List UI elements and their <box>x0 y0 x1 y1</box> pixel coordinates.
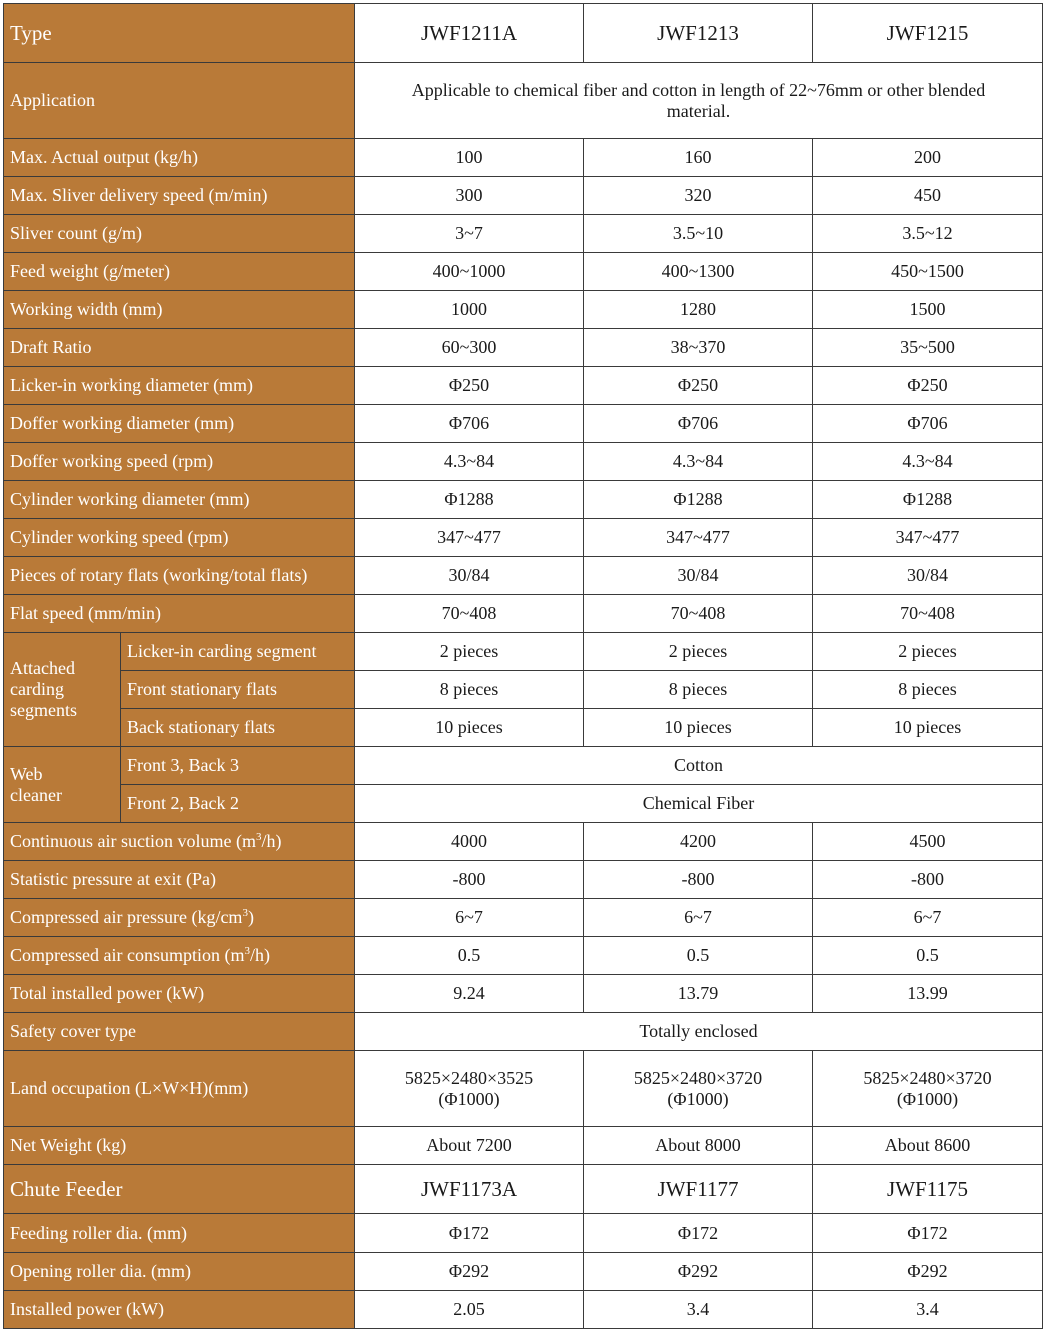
row-label: Doffer working speed (rpm) <box>4 443 355 481</box>
table-row <box>4 899 1043 937</box>
table-row <box>4 671 1043 709</box>
row-value: About 8000 <box>584 1127 813 1165</box>
row-value: Φ172 <box>584 1214 813 1253</box>
row-label: Statistic pressure at exit (Pa) <box>4 861 355 899</box>
row-label: Max. Actual output (kg/h) <box>4 139 355 177</box>
attached-group-label <box>4 633 121 747</box>
row-value: 30/84 <box>584 557 813 595</box>
row-value: 2.05 <box>355 1291 584 1329</box>
row-value: 3.4 <box>813 1291 1043 1329</box>
row-label: Net Weight (kg) <box>4 1127 355 1165</box>
row-label: Installed power (kW) <box>4 1291 355 1329</box>
model-header: JWF1211A <box>355 4 584 63</box>
row-value: Φ292 <box>584 1253 813 1291</box>
row-value: 0.5 <box>355 937 584 975</box>
table-row <box>4 937 1043 975</box>
row-label: Max. Sliver delivery speed (m/min) <box>4 177 355 215</box>
table-row <box>4 557 1043 595</box>
table-row <box>4 595 1043 633</box>
model-header: JWF1215 <box>813 4 1043 63</box>
row-value: 3.5~12 <box>813 215 1043 253</box>
row-label: Front 2, Back 2 <box>121 785 355 823</box>
chute-header-row <box>4 1165 1043 1214</box>
header-row <box>4 4 1043 63</box>
table-row <box>4 329 1043 367</box>
table-row <box>4 177 1043 215</box>
row-label: Licker-in working diameter (mm) <box>4 367 355 405</box>
row-value: 6~7 <box>355 899 584 937</box>
row-value: 160 <box>584 139 813 177</box>
table-row <box>4 1051 1043 1127</box>
row-value: 1000 <box>355 291 584 329</box>
row-value: Φ1288 <box>584 481 813 519</box>
row-value: 5825×2480×3525 (Φ1000) <box>355 1051 584 1127</box>
row-value: 30/84 <box>813 557 1043 595</box>
row-label: Sliver count (g/m) <box>4 215 355 253</box>
row-value: 13.79 <box>584 975 813 1013</box>
row-value: Φ706 <box>584 405 813 443</box>
table-row <box>4 1291 1043 1329</box>
row-value: Φ250 <box>813 367 1043 405</box>
row-value: -800 <box>355 861 584 899</box>
row-label: Compressed air consumption $(m^3/h)$ <box>4 937 355 975</box>
row-value: 2 pieces <box>355 633 584 671</box>
row-value: Φ292 <box>813 1253 1043 1291</box>
chute-feeder-header: Chute Feeder <box>4 1165 355 1214</box>
table-row <box>4 1253 1043 1291</box>
row-label: Front 3, Back 3 <box>121 747 355 785</box>
table-row <box>4 253 1043 291</box>
row-value: 3.4 <box>584 1291 813 1329</box>
row-value: 4.3~84 <box>584 443 813 481</box>
group-label-line: cleaner <box>10 784 62 805</box>
row-value: 10 pieces <box>355 709 584 747</box>
row-value: Φ292 <box>355 1253 584 1291</box>
table-row <box>4 747 1043 785</box>
table-row <box>4 975 1043 1013</box>
row-label: Total installed power (kW) <box>4 975 355 1013</box>
row-value: 70~408 <box>584 595 813 633</box>
row-value: 6~7 <box>813 899 1043 937</box>
table-row <box>4 139 1043 177</box>
row-value: Φ250 <box>584 367 813 405</box>
row-value: Φ172 <box>813 1214 1043 1253</box>
table-row <box>4 405 1043 443</box>
row-value: 6~7 <box>584 899 813 937</box>
row-label: Doffer working diameter (mm) <box>4 405 355 443</box>
row-value: 200 <box>813 139 1043 177</box>
row-value: 450~1500 <box>813 253 1043 291</box>
row-label: Land occupation (L×W×H)(mm) <box>4 1051 355 1127</box>
table-row <box>4 443 1043 481</box>
row-value: 5825×2480×3720 (Φ1000) <box>584 1051 813 1127</box>
row-value: About 8600 <box>813 1127 1043 1165</box>
model-header: JWF1213 <box>584 4 813 63</box>
model-header: JWF1173A <box>355 1165 584 1214</box>
group-label-line: Web <box>10 763 43 784</box>
row-value: 1280 <box>584 291 813 329</box>
table-row <box>4 291 1043 329</box>
row-value: 1500 <box>813 291 1043 329</box>
table-row <box>4 785 1043 823</box>
table-row <box>4 861 1043 899</box>
model-header: JWF1177 <box>584 1165 813 1214</box>
row-label: Cylinder working diameter (mm) <box>4 481 355 519</box>
application-row <box>4 63 1043 139</box>
row-value: 70~408 <box>355 595 584 633</box>
spec-table <box>3 3 1043 1329</box>
row-label: Cylinder working speed (rpm) <box>4 519 355 557</box>
model-header: JWF1175 <box>813 1165 1043 1214</box>
row-label: Pieces of rotary flats (working/total flats) <box>4 557 355 595</box>
application-line: Applicable to chemical fiber and cotton in length of 22~76mm or other blended <box>411 79 986 100</box>
row-value: Chemical Fiber <box>355 785 1043 823</box>
row-value: 10 pieces <box>584 709 813 747</box>
row-label: Continuous air suction volume $(m^3/h)$ <box>4 823 355 861</box>
row-value: 4.3~84 <box>813 443 1043 481</box>
group-label-line: carding <box>10 679 64 700</box>
row-value: 347~477 <box>584 519 813 557</box>
row-label: Flat speed (mm/min) <box>4 595 355 633</box>
row-value: Φ706 <box>355 405 584 443</box>
table-row <box>4 1013 1043 1051</box>
group-label-line: segments <box>10 699 77 720</box>
row-value: 2 pieces <box>813 633 1043 671</box>
row-value: 450 <box>813 177 1043 215</box>
row-value: Cotton <box>355 747 1043 785</box>
row-value: About 7200 <box>355 1127 584 1165</box>
type-header: Type <box>4 4 355 63</box>
web-cleaner-group-label <box>4 747 121 823</box>
table-row <box>4 519 1043 557</box>
row-value: 60~300 <box>355 329 584 367</box>
row-value: 10 pieces <box>813 709 1043 747</box>
row-value: Φ1288 <box>355 481 584 519</box>
row-value: 4.3~84 <box>355 443 584 481</box>
table-row <box>4 709 1043 747</box>
row-value: 347~477 <box>813 519 1043 557</box>
row-value: Φ1288 <box>813 481 1043 519</box>
row-value: 8 pieces <box>355 671 584 709</box>
row-value: Totally enclosed <box>355 1013 1043 1051</box>
row-value: 100 <box>355 139 584 177</box>
row-value: 9.24 <box>355 975 584 1013</box>
application-line: material. <box>666 100 731 121</box>
row-value: 0.5 <box>813 937 1043 975</box>
table-row <box>4 481 1043 519</box>
row-value: Φ250 <box>355 367 584 405</box>
row-value: Φ706 <box>813 405 1043 443</box>
row-value: Φ172 <box>355 1214 584 1253</box>
table-row <box>4 633 1043 671</box>
row-value: 3~7 <box>355 215 584 253</box>
row-value: 320 <box>584 177 813 215</box>
row-value: 4500 <box>813 823 1043 861</box>
group-label-line: Attached <box>10 658 75 679</box>
row-value: 0.5 <box>584 937 813 975</box>
row-value: -800 <box>813 861 1043 899</box>
row-value: 4000 <box>355 823 584 861</box>
row-value: 400~1000 <box>355 253 584 291</box>
row-label: Draft Ratio <box>4 329 355 367</box>
row-label: Feed weight (g/meter) <box>4 253 355 291</box>
row-value: 35~500 <box>813 329 1043 367</box>
row-label: Feeding roller dia. (mm) <box>4 1214 355 1253</box>
row-value: -800 <box>584 861 813 899</box>
row-value: 3.5~10 <box>584 215 813 253</box>
row-value: 8 pieces <box>584 671 813 709</box>
application-label: Application <box>4 63 355 139</box>
row-value: 70~408 <box>813 595 1043 633</box>
row-label: Working width (mm) <box>4 291 355 329</box>
row-label: Front stationary flats <box>121 671 355 709</box>
row-value: 38~370 <box>584 329 813 367</box>
table-row <box>4 1127 1043 1165</box>
table-row <box>4 823 1043 861</box>
application-value <box>355 63 1043 139</box>
table-row <box>4 1214 1043 1253</box>
table-row <box>4 215 1043 253</box>
row-label: Back stationary flats <box>121 709 355 747</box>
table-row <box>4 367 1043 405</box>
row-value: 5825×2480×3720 (Φ1000) <box>813 1051 1043 1127</box>
row-label: Opening roller dia. (mm) <box>4 1253 355 1291</box>
row-label: Safety cover type <box>4 1013 355 1051</box>
row-value: 400~1300 <box>584 253 813 291</box>
row-value: 13.99 <box>813 975 1043 1013</box>
row-label: Compressed air pressure $(kg/cm^3)$ <box>4 899 355 937</box>
row-value: 30/84 <box>355 557 584 595</box>
row-value: 2 pieces <box>584 633 813 671</box>
row-value: 8 pieces <box>813 671 1043 709</box>
row-value: 4200 <box>584 823 813 861</box>
row-label: Licker-in carding segment <box>121 633 355 671</box>
row-value: 300 <box>355 177 584 215</box>
row-value: 347~477 <box>355 519 584 557</box>
